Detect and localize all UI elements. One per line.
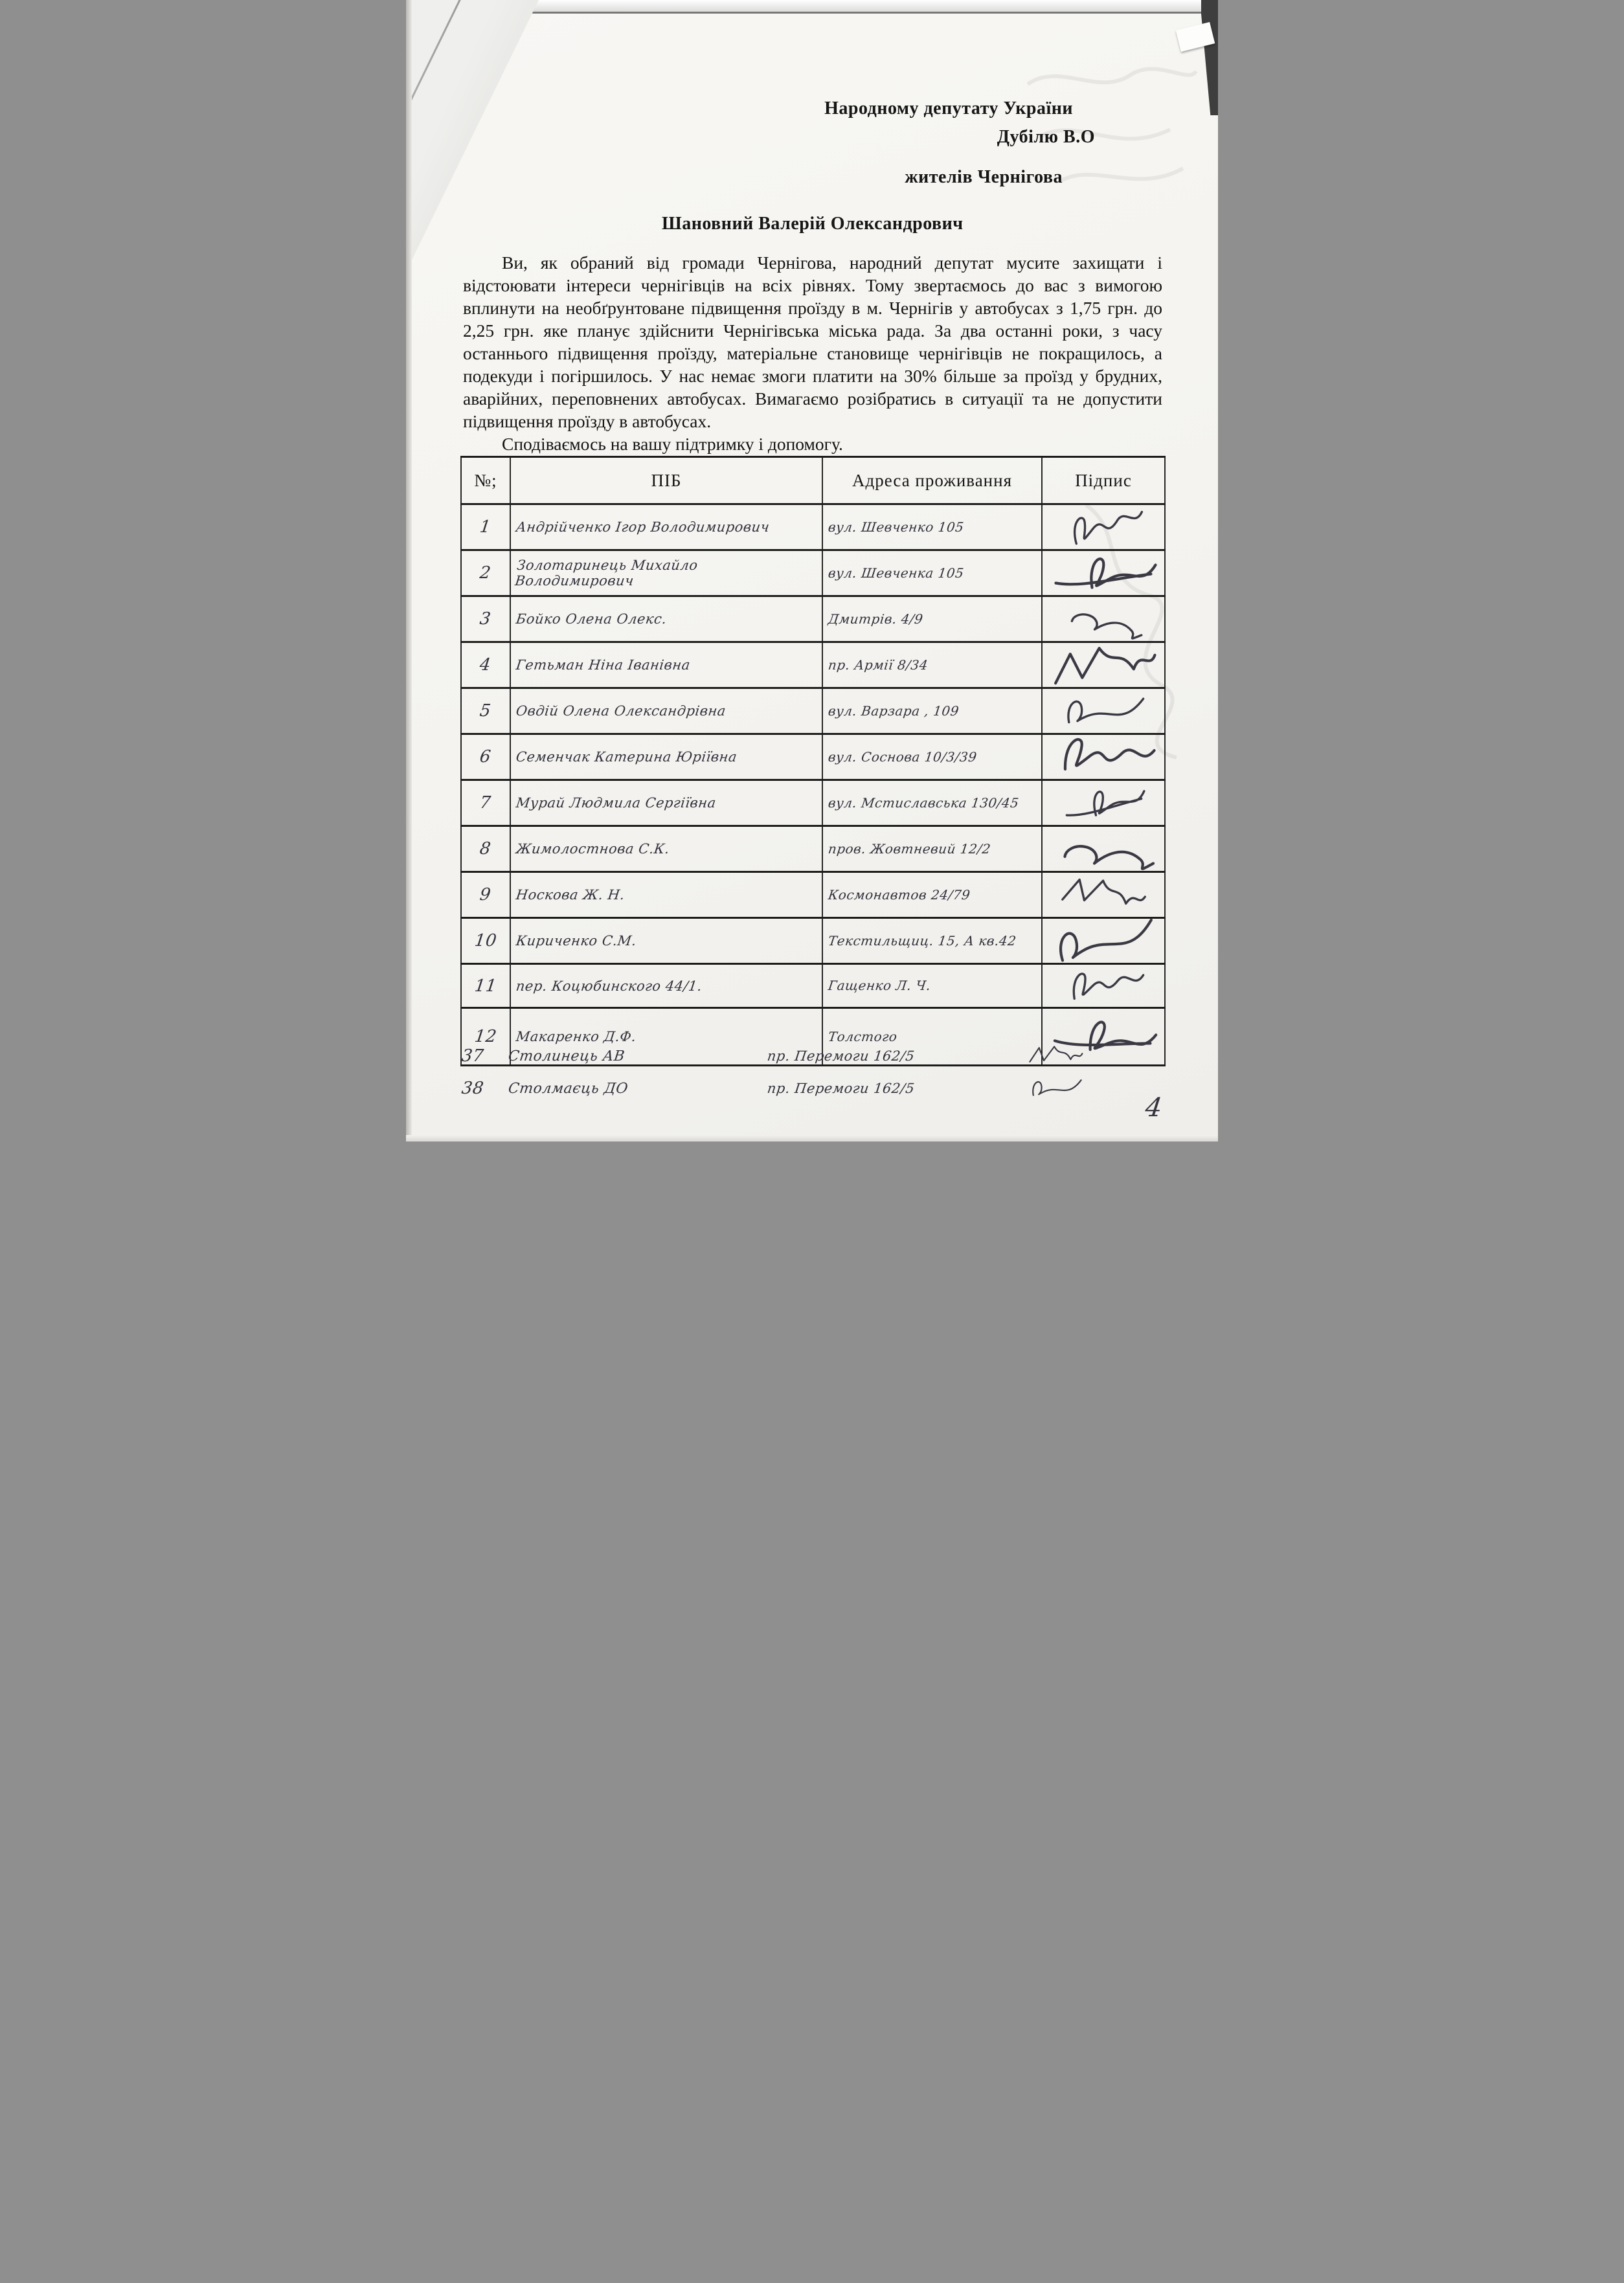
signature-scribble: [1055, 692, 1152, 728]
signature-scribble: [1041, 909, 1167, 969]
row-address: Гащенко Л. Ч.: [827, 978, 932, 993]
row-name: Овдій Олена Олександрівна: [515, 703, 727, 719]
row-number: 11: [473, 976, 498, 996]
row-name: Столмаєць ДО: [507, 1080, 629, 1097]
table-row: [461, 918, 1165, 964]
row-number: 8: [479, 839, 493, 859]
table-header-row: [461, 457, 1165, 504]
table-row: [461, 780, 1165, 826]
header-name: ПІБ: [510, 457, 822, 504]
row-name: Золотаринець Михайло Володимирович: [514, 557, 699, 589]
scan-dark-corner: [1201, 0, 1218, 115]
row-address: Дмитрів. 4/9: [827, 611, 924, 627]
body-paragraph: Ви, як обраний від громади Чернігова, народний депутат мусите захищати і відстоювати інтереси чернігівців на всіх рівнях. Тому звертаємось до вас з вимогою вплинути на необґрунтоване підвищення проїзду в м. Чернігів у автобусах з 1,75 грн. до 2,25 грн. яке планує здійснити Чернігівська міська рада. За два останні роки, з часу останнього підвищення проїзду, матеріальне становище чернігівців не покращилось, а подекуди і погіршилось. У нас немає змоги платити на 30% більше за проїзд у брудних, аварійних, переповнених автобусах. Вимагаємо розібратись в ситуації та не допустити підвищення проїзду в автобусах.: [463, 253, 1162, 431]
table-row: [461, 826, 1165, 872]
salutation: Шановний Валерій Олександрович: [662, 214, 964, 234]
row-name: Андрійченко Ігор Володимирович: [515, 519, 771, 535]
table-body: [461, 504, 1165, 1066]
table-row: [461, 964, 1165, 1008]
row-name: Кириченко С.М.: [515, 933, 638, 949]
row-number: 2: [479, 563, 493, 583]
signature-scribble: [1053, 594, 1154, 642]
row-address: пр. Армії 8/34: [827, 657, 929, 673]
closing-line: Сподіваємось на вашу підтримку і допомогу.: [502, 434, 843, 454]
header-address: Адреса проживання: [822, 457, 1042, 504]
extra-signature-rows: [462, 1041, 1167, 1106]
row-address: пров. Жовтневий 12/2: [827, 840, 992, 857]
row-name: пер. Коцюбинского 44/1.: [515, 978, 703, 994]
row-address: Космонавтов 24/79: [827, 886, 971, 903]
page-number: 4: [1144, 1093, 1164, 1123]
extra-row: [462, 1074, 1167, 1103]
row-name: Гетьман Ніна Іванівна: [515, 657, 692, 673]
signature-scribble: [1055, 966, 1152, 1002]
row-number: 5: [479, 701, 493, 721]
scan-top-edge-shadow: [529, 12, 1218, 14]
table-row: [461, 642, 1165, 688]
signature-scribble: [1041, 725, 1167, 785]
row-name: Столинець АВ: [507, 1048, 626, 1064]
extra-row: [462, 1041, 1167, 1071]
row-address: Текстильщиц. 15, А кв.42: [827, 932, 1017, 949]
table-row: [461, 596, 1165, 642]
row-number: 3: [479, 609, 493, 629]
row-name: Семенчак Катерина Юріївна: [515, 749, 738, 765]
table-row: [461, 504, 1165, 550]
row-name: Жимолостнова С.К.: [515, 841, 671, 857]
row-address: вул. Соснова 10/3/39: [827, 748, 978, 765]
scan-left-edge: [406, 0, 412, 1142]
row-number: 4: [479, 655, 493, 675]
recipient-line-1: Народному депутату України: [824, 98, 1073, 118]
recipient-line-2: Дубілю В.О: [997, 127, 1095, 147]
row-address: пр. Перемоги 162/5: [766, 1081, 916, 1096]
row-number: 37: [460, 1046, 485, 1066]
row-name: Бойко Олена Олекс.: [515, 611, 668, 627]
header-number: №;: [461, 457, 510, 504]
row-number: 1: [479, 517, 493, 537]
row-name: Носкова Ж. Н.: [515, 887, 626, 903]
row-address: пр. Перемоги 162/5: [766, 1048, 916, 1064]
signature-scribble: [1053, 778, 1154, 826]
signature-scribble: [1043, 825, 1164, 870]
row-number: 6: [479, 747, 493, 767]
row-name: Мурай Людмила Сергіївна: [515, 795, 717, 811]
row-number: 10: [473, 931, 498, 950]
scanned-petition-page: [406, 0, 1218, 1142]
scan-bottom-edge: [406, 1135, 1218, 1142]
sender-line: жителів Чернігова: [905, 167, 1063, 187]
table-row: [461, 872, 1165, 918]
signature-scribble: [1053, 870, 1154, 917]
petition-body: [463, 251, 1162, 455]
folded-corner: [406, 0, 574, 272]
row-address: вул. Мстиславська 130/45: [827, 794, 1020, 811]
row-address: вул. Шевченко 105: [827, 519, 965, 535]
signatures-table: [460, 456, 1166, 1066]
signature-scribble: [1043, 549, 1164, 594]
table-row: [461, 550, 1165, 596]
row-number: 9: [479, 885, 493, 905]
signature-scribble: [1026, 1042, 1085, 1068]
row-number: 38: [460, 1079, 485, 1098]
table-row: [461, 734, 1165, 780]
row-address: вул. Варзара , 109: [827, 703, 960, 719]
signature-scribble: [1026, 1074, 1085, 1100]
row-number: 12: [473, 1027, 498, 1046]
row-name: Макаренко Д.Ф.: [515, 1029, 637, 1044]
row-address: вул. Шевченка 105: [827, 565, 965, 581]
signature-scribble: [1053, 502, 1154, 550]
row-number: 7: [479, 793, 493, 813]
signature-scribble: [1041, 633, 1167, 693]
row-address: Толстого: [827, 1028, 899, 1044]
header-signature: Підпис: [1042, 457, 1165, 504]
